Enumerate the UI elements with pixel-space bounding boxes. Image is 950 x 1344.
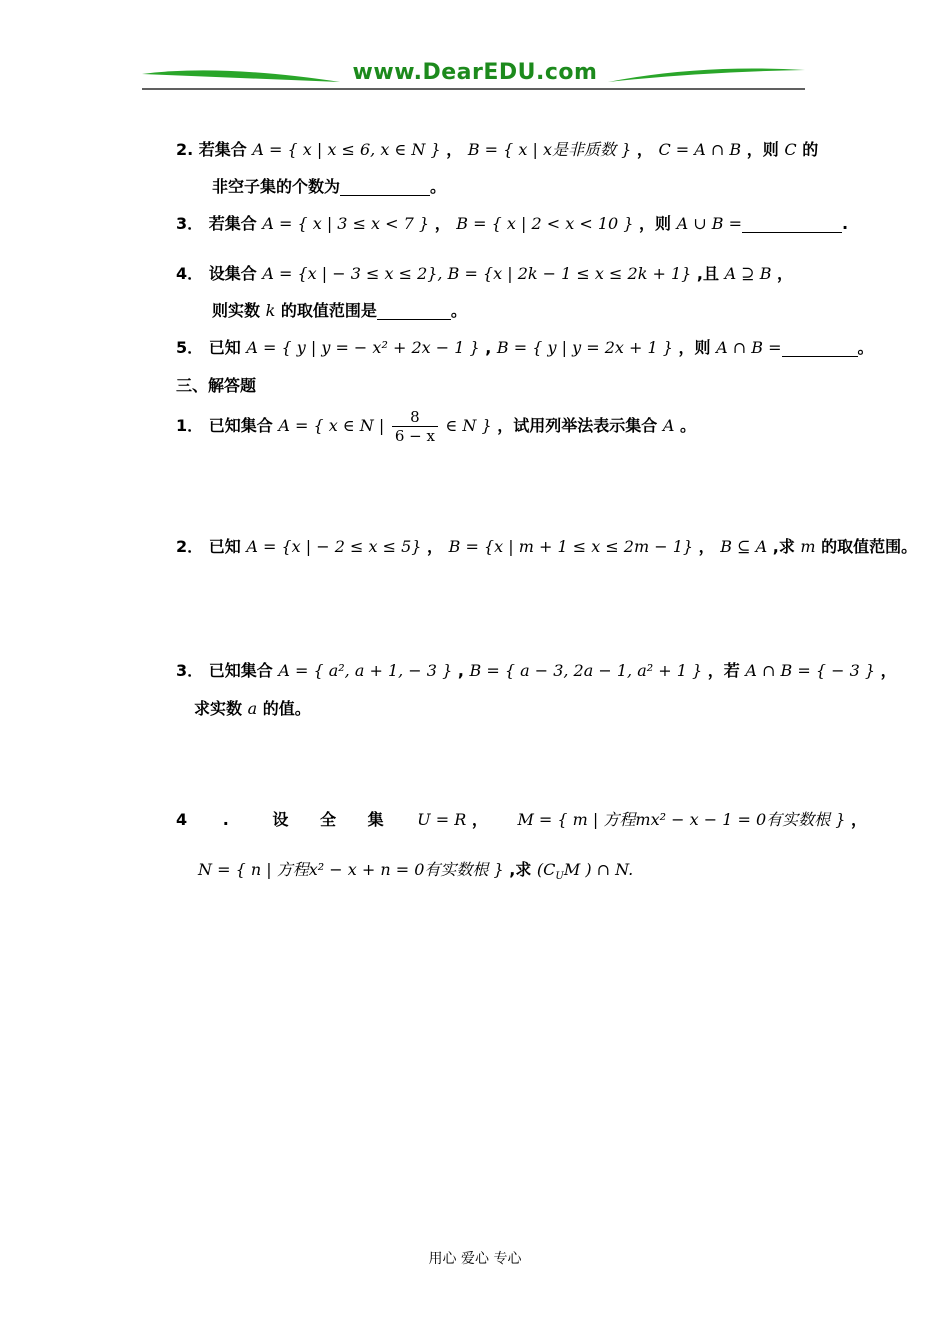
set-n: N = { n | 方程x² − x + n = 0有实数根 } [198, 860, 504, 879]
page-footer: 用心 爱心 专心 [428, 1251, 522, 1267]
text: ,求 [509, 860, 532, 879]
text: 已知 [208, 338, 241, 357]
text: ，则 [678, 338, 711, 357]
text: ，则 [746, 140, 779, 159]
set-b: B = { y | y = 2x + 1 } [496, 338, 673, 357]
site-header [140, 58, 810, 94]
problem-2-line-2 [212, 175, 446, 199]
separator: ， [880, 661, 897, 680]
text: 。 [680, 416, 697, 435]
text: 全 [319, 810, 336, 829]
problem-number: 2. [176, 140, 194, 159]
text: ,且 [696, 264, 719, 283]
text: . [842, 214, 849, 233]
section-heading: 三、解答题 [176, 376, 257, 395]
answer-blank [742, 214, 842, 233]
text: 已知集合 [208, 661, 273, 680]
problem-3 [176, 212, 848, 236]
text: 的取值范围是 [280, 301, 377, 320]
set-c: C = A ∩ B [658, 140, 742, 159]
separator: ， [446, 140, 463, 159]
text: 。 [430, 177, 447, 196]
set-a-start: A = { x ∈ N | [278, 416, 385, 435]
text: 若集合 [208, 214, 257, 233]
answer-blank [377, 301, 451, 320]
set-b: B = {x | m + 1 ≤ x ≤ 2m − 1} [448, 537, 694, 556]
text: 已知 [208, 537, 241, 556]
question-number: 4 [176, 810, 188, 829]
text: 设集合 [208, 264, 257, 283]
text: 的值。 [262, 699, 311, 718]
separator: ， [434, 214, 451, 233]
text: 则实数 [212, 301, 261, 320]
separator: ， [777, 264, 794, 283]
answer-blank [340, 177, 430, 196]
text: 的取值范围。 [821, 537, 918, 556]
separator: , [457, 661, 464, 680]
question-2 [176, 535, 917, 559]
set-a: A = {x | − 2 ≤ x ≤ 5} [246, 537, 422, 556]
set-a: A = { x | 3 ≤ x < 7 } [262, 214, 430, 233]
separator: ， [427, 537, 444, 556]
subset-expression: B ⊆ A [720, 537, 768, 556]
set-m: M = { m | 方程mx² − x − 1 = 0有实数根 } [517, 810, 846, 829]
problem-number: 3． [176, 214, 204, 233]
var-c: C [784, 140, 797, 159]
var-a: A [662, 416, 675, 435]
problem-number: 4． [176, 264, 204, 283]
text: ，则 [639, 214, 672, 233]
fraction-denominator: 6 − x [394, 427, 435, 445]
var-a: a [247, 699, 258, 718]
intersection-expression: A ∩ B = [716, 338, 782, 357]
answer-blank [782, 338, 858, 357]
fraction [392, 408, 438, 445]
var-k: k [265, 301, 276, 320]
text: 设 [272, 810, 289, 829]
sets-a-b: A = {x | − 3 ≤ x ≤ 2}, B = {x | 2k − 1 ≤ x ≤ 2k + 1} [262, 264, 692, 283]
set-a: A = { y | y = − x² + 2x − 1 } [246, 338, 480, 357]
set-b: B = { x | x是非质数 } [467, 140, 632, 159]
question-3-line-2 [194, 697, 311, 721]
problem-4-line-2 [212, 299, 467, 323]
text: 非空子集的个数为 [212, 177, 341, 196]
separator: ， [636, 140, 653, 159]
question-3-line-1 [176, 659, 897, 683]
text: 的 [802, 140, 819, 159]
question-4-line-1 [176, 808, 867, 832]
var-m: m [800, 537, 816, 556]
question-number: 1． [176, 416, 204, 435]
union-expression: A ∪ B = [676, 214, 743, 233]
separator: ， [471, 810, 488, 829]
problem-2-line-1 [176, 138, 818, 162]
separator: ， [698, 537, 715, 556]
problem-number: 5． [176, 338, 204, 357]
superset-expression: A ⊇ B [724, 264, 772, 283]
text: 。 [450, 301, 467, 320]
text: . [222, 810, 229, 829]
separator: ， [850, 810, 867, 829]
problem-4-line-1 [176, 262, 793, 286]
set-a-end: ∈ N } [445, 416, 492, 435]
question-number: 2． [176, 537, 204, 556]
text: 若集合 [198, 140, 247, 159]
question-number: 3． [176, 661, 204, 680]
complement-rest: M ) ∩ N. [563, 860, 634, 879]
set-a: A = { x | x ≤ 6, x ∈ N } [252, 140, 441, 159]
complement-subscript: U [555, 871, 564, 883]
set-b: B = { a − 3, 2a − 1, a² + 1 } [469, 661, 703, 680]
site-logo-text: www.DearEDU.com [352, 60, 598, 85]
universal-set: U = R [417, 810, 467, 829]
text: 集 [367, 810, 384, 829]
intersection-expression: A ∩ B = { − 3 } [745, 661, 876, 680]
set-a: A = { a², a + 1, − 3 } [278, 661, 453, 680]
problem-5 [176, 336, 874, 360]
text: ，若 [707, 661, 740, 680]
question-1 [176, 408, 696, 445]
complement-expression [536, 860, 634, 883]
text: 。 [857, 338, 874, 357]
text: ，试用列举法表示集合 [497, 416, 658, 435]
text: ,求 [772, 537, 795, 556]
text: 已知集合 [208, 416, 273, 435]
separator: , [485, 338, 492, 357]
complement-symbol: (C [536, 860, 556, 879]
question-4-line-2 [198, 858, 633, 889]
fraction-numerator: 8 [392, 408, 438, 427]
text: 求实数 [194, 699, 243, 718]
set-b: B = { x | 2 < x < 10 } [456, 214, 634, 233]
